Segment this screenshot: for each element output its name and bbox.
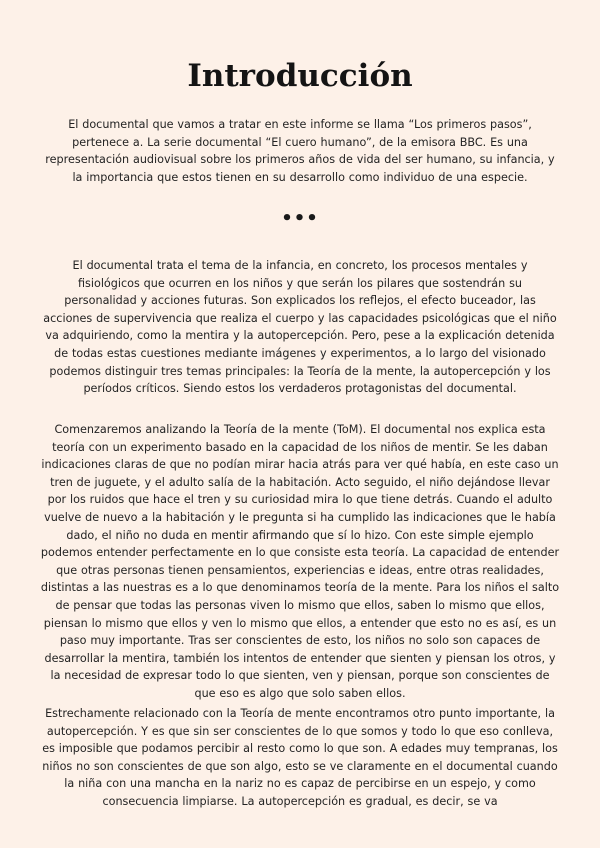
page-title: Introducción	[187, 58, 413, 94]
intro-paragraph: El documental que vamos a tratar en este informe se llama “Los primeros pasos”, pertenece a. La serie documental “El cuero humano”, de la emisora BBC. Es una representación audiovisual sobre los primeros años de vida del ser humano, su infancia, y la importancia que estos tienen en su desarrollo como individuo de una especie.	[45, 118, 555, 184]
body-paragraph-2: Comenzaremos analizando la Teoría de la mente (ToM). El documental nos explica esta teoría con un experimento basado en la capacidad de los niños de mentir. Se les daban indicaciones claras de que no podían mirar hacia atrás para ver qué había, en este caso un tren de juguete, y el adulto salía de la habitación. Acto seguido, el niño dejándose llevar por los ruidos que hace el tren y su curiosidad mira lo que tiene detrás. Cuando el adulto vuelve de nuevo a la habitación y le pregunta si ha cumplido las indicaciones que le había dado, el niño no duda en mentir afirmando que sí lo hizo. Con este simple ejemplo podemos entender perfectamente en lo que consiste esta teoría. La capacidad de entender que otras personas tienen pensamientos, experiencias e ideas, entre otras realidades, distintas a las nuestras es a lo que denominamos teoría de la mente. Para los niños el salto de pensar que todas las personas viven lo mismo que ellos, saben lo mismo que ellos, piensan lo mismo que ellos y ven lo mismo que ellos, a entender que esto no es así, es un paso muy importante. Tras ser conscientes de esto, los niños no solo son capaces de desarrollar la mentira, también los intentos de entender que sienten y piensan los otros, y la necesidad de expresar todo lo que sienten, ven y piensan, porque son conscientes de que eso es algo que solo saben ellos.	[40, 423, 560, 700]
body-paragraph-3: Estrechamente relacionado con la Teoría de mente encontramos otro punto importante, la autopercepción. Y es que sin ser conscientes de lo que somos y todo lo que eso conlleva, es imposible que podamos percibir al resto como lo que son. A edades muy tempranas, los niños no son conscientes de que son algo, esto se ve claramente en el documental cuando la niña con una mancha en la nariz no es capaz de percibirse en un espejo, y como consecuencia limpiarse. La autopercepción es gradual, es decir, se va	[42, 707, 558, 808]
section-separator: •••	[281, 208, 319, 229]
body-paragraph-1: El documental trata el tema de la infancia, en concreto, los procesos mentales y fisiológicos que ocurren en los niños y que serán los pilares que sostendrán su personalidad y acciones futuras. Son explicados los reflejos, el efecto buceador, las acciones de supervivencia que realiza el cuerpo y las capacidades psicológicas que el niño va adquiriendo, como la mentira y la autopercepción. Pero, pese a la explicación detenida de todas estas cuestiones mediante imágenes y experimentos, a lo largo del visionado podemos distinguir tres temas principales: la Teoría de la mente, la autopercepción y los períodos críticos. Siendo estos los verdaderos protagonistas del documental.	[43, 259, 557, 396]
